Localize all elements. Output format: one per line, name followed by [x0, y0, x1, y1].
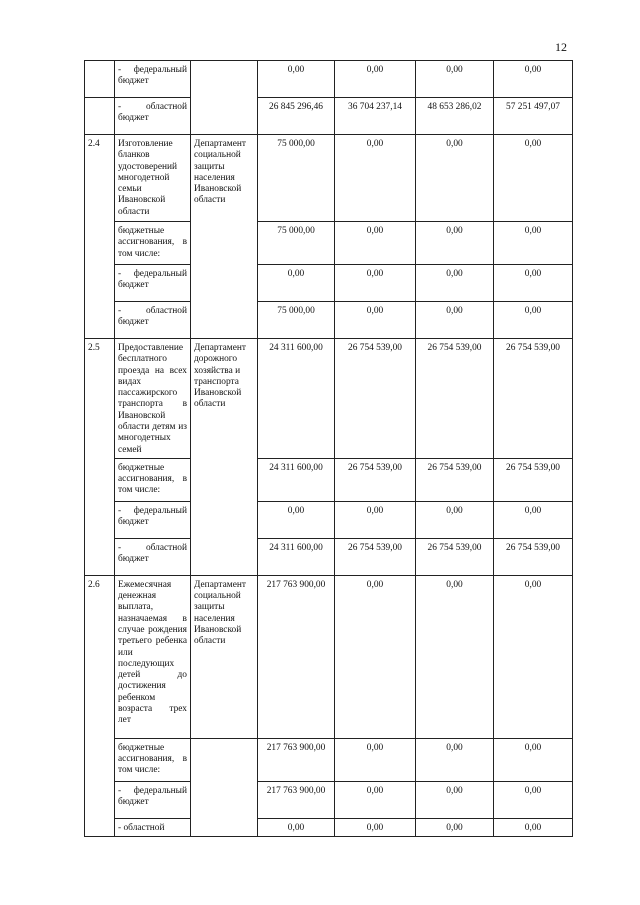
- value-year-4: 0,00: [494, 738, 573, 781]
- value-year-4: 0,00: [494, 135, 573, 222]
- row-description: - федеральный бюджет: [115, 61, 191, 98]
- row-department: Департамент дорожного хозяйства и транспорта Ивановской области: [191, 339, 258, 576]
- value-year-4: 0,00: [494, 781, 573, 818]
- value-year-3: 0,00: [416, 818, 494, 836]
- value-year-3: 0,00: [416, 61, 494, 98]
- value-year-2: 0,00: [335, 222, 416, 265]
- value-year-1: 75 000,00: [258, 135, 335, 222]
- table-row: [85, 738, 573, 781]
- value-year-4: 0,00: [494, 61, 573, 98]
- row-description: - областной: [115, 818, 191, 836]
- table-row: [85, 339, 573, 459]
- value-year-1: 217 763 900,00: [258, 738, 335, 781]
- row-department: [191, 61, 258, 135]
- value-year-1: 217 763 900,00: [258, 575, 335, 738]
- table-row: [85, 98, 573, 135]
- value-year-2: 26 754 539,00: [335, 339, 416, 459]
- value-year-3: 0,00: [416, 575, 494, 738]
- page-number: 12: [555, 40, 567, 54]
- row-description: - областной бюджет: [115, 538, 191, 575]
- value-year-4: 26 754 539,00: [494, 339, 573, 459]
- budget-table: [84, 60, 573, 837]
- value-year-1: 24 311 600,00: [258, 339, 335, 459]
- row-description: - областной бюджет: [115, 302, 191, 339]
- value-year-1: 26 845 296,46: [258, 98, 335, 135]
- row-description: бюджетные ассигнования, в том числе:: [115, 222, 191, 265]
- value-year-2: 26 754 539,00: [335, 458, 416, 501]
- row-description: - федеральный бюджет: [115, 501, 191, 538]
- value-year-2: 0,00: [335, 575, 416, 738]
- value-year-1: 0,00: [258, 61, 335, 98]
- value-year-2: 0,00: [335, 818, 416, 836]
- table-row: [85, 781, 573, 818]
- value-year-1: 75 000,00: [258, 222, 335, 265]
- row-index: [85, 61, 115, 98]
- value-year-4: 0,00: [494, 302, 573, 339]
- table-row: [85, 501, 573, 538]
- value-year-1: 24 311 600,00: [258, 458, 335, 501]
- value-year-3: 48 653 286,02: [416, 98, 494, 135]
- row-description: Изготовление бланков удостоверений многодетной семьи Ивановской области: [115, 135, 191, 222]
- value-year-4: 0,00: [494, 818, 573, 836]
- value-year-1: 217 763 900,00: [258, 781, 335, 818]
- value-year-4: 0,00: [494, 575, 573, 738]
- table-row: [85, 61, 573, 98]
- value-year-1: 0,00: [258, 501, 335, 538]
- value-year-1: 0,00: [258, 818, 335, 836]
- row-department: [191, 738, 258, 836]
- row-index: 2.4: [85, 135, 115, 339]
- value-year-2: 0,00: [335, 738, 416, 781]
- value-year-2: 0,00: [335, 265, 416, 302]
- value-year-3: 0,00: [416, 501, 494, 538]
- value-year-2: 0,00: [335, 302, 416, 339]
- value-year-1: 0,00: [258, 265, 335, 302]
- value-year-2: 26 754 539,00: [335, 538, 416, 575]
- row-index: [85, 98, 115, 135]
- value-year-3: 0,00: [416, 135, 494, 222]
- value-year-4: 0,00: [494, 501, 573, 538]
- row-description: Предоставление бесплатного проезда на всех видах пассажирского транспорта в Ивановской области детям из многодетных семей: [115, 339, 191, 459]
- table-row: [85, 575, 573, 738]
- value-year-3: 26 754 539,00: [416, 458, 494, 501]
- table-row: [85, 458, 573, 501]
- row-description: - областной бюджет: [115, 98, 191, 135]
- row-description: - федеральный бюджет: [115, 781, 191, 818]
- row-index: 2.6: [85, 575, 115, 836]
- value-year-3: 0,00: [416, 302, 494, 339]
- value-year-2: 0,00: [335, 61, 416, 98]
- value-year-3: 0,00: [416, 222, 494, 265]
- row-index: 2.5: [85, 339, 115, 576]
- value-year-2: 0,00: [335, 501, 416, 538]
- row-description: - федеральный бюджет: [115, 265, 191, 302]
- table-row: [85, 135, 573, 222]
- table-row: [85, 222, 573, 265]
- table-row: [85, 265, 573, 302]
- value-year-4: 26 754 539,00: [494, 458, 573, 501]
- row-department: Департамент социальной защиты населения Ивановской области: [191, 575, 258, 738]
- value-year-1: 75 000,00: [258, 302, 335, 339]
- row-description: бюджетные ассигнования, в том числе:: [115, 738, 191, 781]
- value-year-2: 0,00: [335, 781, 416, 818]
- table-row: [85, 302, 573, 339]
- value-year-3: 0,00: [416, 265, 494, 302]
- table-row: [85, 538, 573, 575]
- value-year-3: 26 754 539,00: [416, 538, 494, 575]
- value-year-4: 0,00: [494, 265, 573, 302]
- value-year-1: 24 311 600,00: [258, 538, 335, 575]
- value-year-4: 57 251 497,07: [494, 98, 573, 135]
- row-description: Ежемесячная денежная выплата, назначаемая в случае рождения третьего ребенка или последующих детей до достижения ребенком возраста трех лет: [115, 575, 191, 738]
- value-year-4: 0,00: [494, 222, 573, 265]
- value-year-3: 26 754 539,00: [416, 339, 494, 459]
- table-row: [85, 818, 573, 836]
- row-department: Департамент социальной защиты населения Ивановской области: [191, 135, 258, 339]
- value-year-3: 0,00: [416, 781, 494, 818]
- row-description: бюджетные ассигнования, в том числе:: [115, 458, 191, 501]
- value-year-2: 36 704 237,14: [335, 98, 416, 135]
- value-year-3: 0,00: [416, 738, 494, 781]
- value-year-2: 0,00: [335, 135, 416, 222]
- value-year-4: 26 754 539,00: [494, 538, 573, 575]
